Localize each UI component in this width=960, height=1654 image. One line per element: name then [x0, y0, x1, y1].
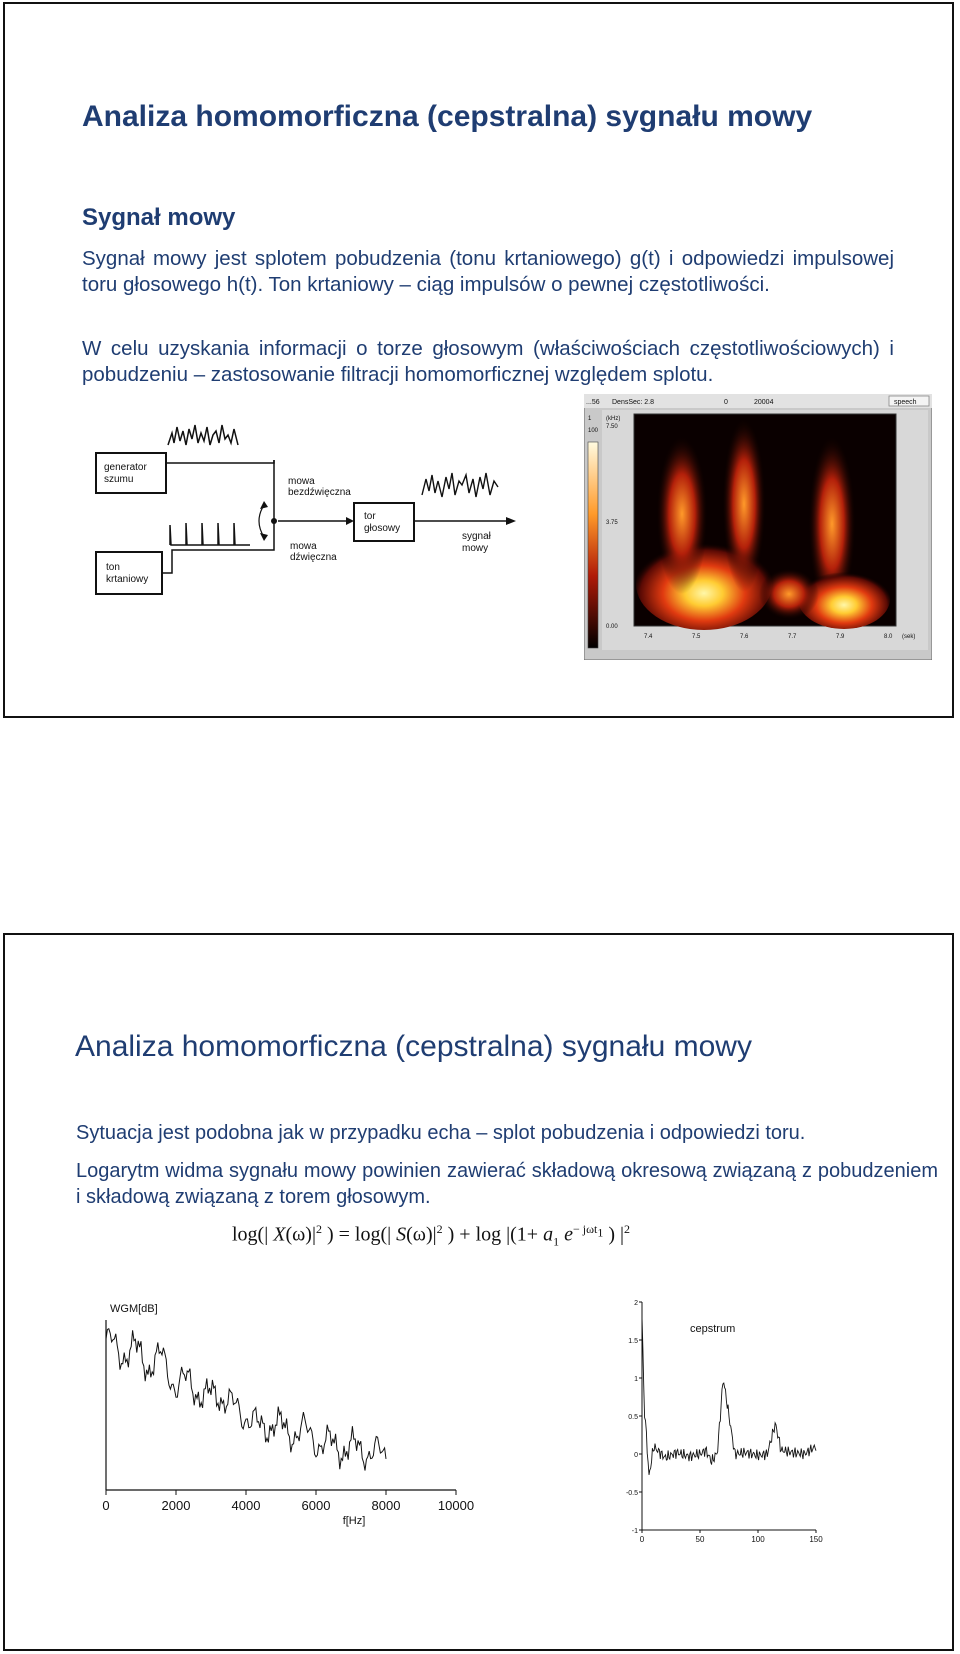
slide1-title: Analiza homomorficzna (cepstralna) sygnału mowy: [82, 100, 813, 133]
speech-waveform: [422, 473, 498, 497]
cepstrum-y-tick-label: 0.5: [628, 1414, 638, 1421]
cepstrum-y-tick-label: 0: [634, 1452, 638, 1459]
cepstrum-x-tick-label: 50: [695, 1535, 705, 1544]
formula-sq-1: 2: [315, 1222, 322, 1236]
spectrogram-x-tick: 7.4: [644, 634, 653, 640]
switch-arc: [259, 505, 264, 537]
cepstrum-y-tick-label: -0.5: [626, 1490, 638, 1497]
colorbar-mid-label: 100: [588, 428, 599, 434]
mowa-bezdzw-label-1: mowa: [288, 476, 315, 487]
mowa-dzw-label-1: mowa: [290, 541, 317, 552]
slide1-subtitle: Sygnał mowy: [82, 204, 236, 231]
slide2-paragraph-2: Logarytm widma sygnału mowy powinien zawierać składową okresową związaną z pobudzeniem i składową związaną z torem głosowym.: [76, 1160, 938, 1208]
formula-a: a: [543, 1223, 554, 1246]
cepstrum-series-line: [642, 1317, 816, 1475]
spectrogram-y-top: 7.50: [606, 424, 618, 430]
wgm-x-tick-label: 10000: [437, 1498, 475, 1513]
tor-box: [354, 503, 414, 541]
formula-omega-1: (ω): [285, 1223, 312, 1246]
cepstrum-x-tick-label: 0: [639, 1535, 645, 1544]
cepstrum-chart-title: cepstrum: [690, 1323, 736, 1335]
slide2-paragraph-1: Sytuacja jest podobna jak w przypadku echa – splot pobudzenia i odpowiedzi toru.: [76, 1122, 806, 1144]
cepstrum-y-tick-label: 2: [634, 1300, 638, 1307]
cepstrum-chart: [626, 1290, 876, 1560]
formula-sq-3: 2: [623, 1222, 630, 1236]
switch-arrow-up: [260, 501, 268, 509]
spectrogram-top-r: 20004: [754, 399, 774, 406]
arrow-output-head: [506, 517, 516, 525]
ton-label-2: krtaniowy: [106, 574, 149, 585]
formula-exp: [572, 1222, 604, 1240]
wgm-x-label: f[Hz]: [342, 1515, 366, 1527]
generator-box: [96, 453, 166, 493]
spectrogram-x-tick: 7.9: [836, 634, 845, 640]
spectrogram-blob-2: [656, 434, 708, 594]
formula-end: ) |: [608, 1223, 624, 1246]
mowa-bezdzw-label-2: bezdźwięczna: [288, 487, 351, 498]
mowa-dzw-label-2: dźwięczna: [290, 552, 337, 563]
formula-plus: ) + log |(1+: [447, 1223, 539, 1246]
tor-label-1: tor: [364, 511, 376, 522]
spectrogram-x-unit: (sek): [902, 634, 916, 640]
wgm-x-tick-label: 0: [102, 1498, 110, 1513]
formula-eq: ) = log(|: [326, 1223, 392, 1246]
formula-S: S: [396, 1223, 407, 1246]
generator-label-1: generator: [104, 462, 147, 473]
cepstrum-y-tick-label: 1.5: [628, 1338, 638, 1345]
slide1-paragraph-1: Sygnał mowy jest splotem pobudzenia (tonu krtaniowego) g(t) i odpowiedzi impulsowej toru głosowego h(t). Ton krtaniowy – ciąg impulsów o pewnej częstotliwości.: [82, 247, 894, 296]
wgm-x-tick-label: 8000: [371, 1498, 401, 1513]
noise-waveform: [168, 425, 238, 445]
slide2-title: Analiza homomorficzna (cepstralna) sygnału mowy: [75, 1030, 752, 1063]
cepstrum-x-tick-label: 150: [809, 1535, 823, 1544]
formula-exp-sub: 1: [597, 1225, 604, 1240]
spectrogram-unit: (kHz): [606, 416, 621, 422]
formula-omega-2: (ω): [406, 1223, 433, 1246]
colorbar-top-label: 1: [588, 416, 592, 422]
tor-label-2: głosowy: [364, 523, 401, 534]
spectrogram-x-tick: 7.7: [788, 634, 797, 640]
spectrogram-y-mid: 3.75: [606, 520, 618, 526]
formula-bar-2: |: [432, 1223, 437, 1246]
formula-exp-text: − jωt: [572, 1222, 598, 1236]
wgm-series-line: [106, 1329, 386, 1471]
sygnal-label-1: sygnał: [462, 531, 491, 542]
arrow-to-tor-head: [346, 517, 354, 525]
cepstrum-y-tick-label: -1: [631, 1528, 638, 1535]
spectrogram-blob-6: [759, 568, 819, 620]
formula-X: X: [273, 1223, 286, 1246]
ton-box: [96, 552, 162, 594]
spectrogram-blob-3: [722, 416, 766, 592]
formula-sq-2: 2: [436, 1222, 443, 1236]
formula-bar-1: |: [311, 1223, 316, 1246]
formula-a-sub: 1: [553, 1234, 560, 1249]
spectrogram-top-mid: DensSec: 2.8: [612, 399, 655, 406]
cepstrum-formula: [232, 1222, 630, 1250]
wgm-spectrum-chart: [84, 1290, 494, 1540]
speech-production-diagram: [88, 415, 548, 625]
wgm-x-tick-label: 6000: [301, 1498, 331, 1513]
spectrogram-y-bot: 0.00: [606, 624, 618, 630]
spectrogram-colorbar: [588, 442, 598, 648]
wgm-x-tick-label: 2000: [161, 1498, 191, 1513]
spectrogram-x-tick: 7.5: [692, 634, 701, 640]
formula-log-1: log(|: [232, 1223, 269, 1246]
spectrogram-x-tick: 7.6: [740, 634, 749, 640]
pulse-train: [170, 523, 250, 545]
slide1-paragraph-2: W celu uzyskania informacji o torze głosowym (właściwościach częstotliwościowych) i pobudzeniu – zastosowanie filtracji homomorficznej względem splotu.: [82, 337, 894, 386]
spectrogram-x-tick: 8.0: [884, 634, 893, 640]
spectrogram-image: [584, 394, 932, 660]
generator-label-2: szumu: [104, 474, 134, 485]
wgm-chart-title: WGM[dB]: [110, 1303, 158, 1315]
sygnal-label-2: mowy: [462, 543, 489, 554]
generator-connector: [166, 460, 274, 473]
formula-e: e: [564, 1223, 573, 1246]
switch-arrow-down: [260, 533, 268, 541]
cepstrum-x-tick-label: 100: [751, 1535, 765, 1544]
wgm-x-tick-label: 4000: [231, 1498, 261, 1513]
switch-point: [271, 518, 277, 524]
spectrogram-speech-label: speech: [894, 399, 917, 406]
ton-label-1: ton: [106, 562, 120, 573]
spectrogram-top-left: ...56: [586, 399, 600, 406]
spectrogram-top-c: 0: [724, 399, 728, 406]
cepstrum-y-tick-label: 1: [634, 1376, 638, 1383]
